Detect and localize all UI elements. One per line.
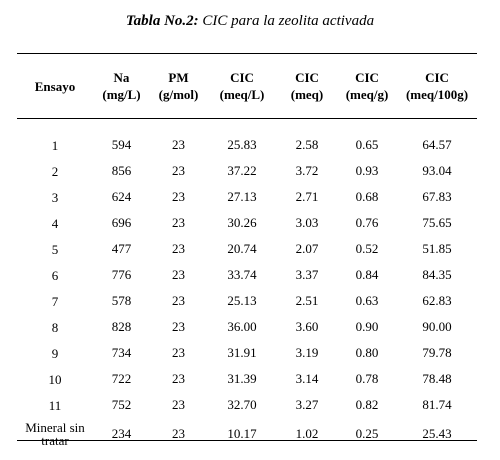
table-cell: 7 — [51, 293, 59, 309]
table-cell: 624 — [111, 189, 132, 204]
table-cell: 23 — [172, 189, 185, 204]
column-header-ensayo: Ensayo — [34, 78, 76, 94]
table-cell: 0.84 — [355, 267, 379, 282]
table-cell: 37.22 — [227, 163, 257, 178]
table-cell: 4 — [51, 215, 59, 231]
table-cell: 2.71 — [295, 189, 319, 204]
table-cell: 33.74 — [227, 267, 257, 282]
table-cell: 23 — [172, 345, 185, 360]
table-cell: 62.83 — [422, 293, 452, 308]
table-row — [17, 184, 477, 210]
table-cell: 1.02 — [295, 426, 319, 441]
table-cell: 1 — [51, 137, 59, 153]
table-row — [17, 118, 477, 158]
table-cell: 776 — [111, 267, 132, 282]
table-cell: 25.13 — [227, 293, 257, 308]
table-header-row — [17, 54, 477, 118]
cic-table — [17, 54, 477, 450]
table-cell: 828 — [111, 319, 132, 334]
table-cell: 0.78 — [355, 371, 379, 386]
table-cell: 23 — [172, 163, 185, 178]
table-cell: 23 — [172, 371, 185, 386]
table-cell: 23 — [172, 137, 185, 152]
table-cell: 23 — [172, 267, 185, 282]
table-cell: 0.25 — [355, 426, 379, 441]
table-cell: 23 — [172, 397, 185, 412]
table-cell: 752 — [111, 397, 132, 412]
table-cell: 2.07 — [295, 241, 319, 256]
table-cell: 9 — [51, 345, 59, 361]
table-body — [17, 118, 477, 450]
table-cell: 31.91 — [227, 345, 257, 360]
table-row — [17, 366, 477, 392]
table-cell: 2 — [51, 163, 59, 179]
table-cell: 594 — [111, 137, 132, 152]
table-cell: 0.65 — [355, 137, 379, 152]
table-cell: 2.51 — [295, 293, 319, 308]
column-header-na: Na (mg/L) — [102, 70, 141, 102]
table-cell: 5 — [51, 241, 59, 257]
table-cell: 64.57 — [422, 137, 452, 152]
table-cell: 722 — [111, 371, 132, 386]
table-row — [17, 392, 477, 418]
table-cell: 8 — [51, 319, 59, 335]
table-cell: 25.43 — [422, 426, 452, 441]
table-row — [17, 236, 477, 262]
column-header-cic-meq: CIC (meq) — [290, 70, 324, 102]
table-cell: 3.27 — [295, 397, 319, 412]
table-cell: 578 — [111, 293, 132, 308]
table-cell: 27.13 — [227, 189, 257, 204]
table-cell: 25.83 — [227, 137, 257, 152]
table-cell: 3.72 — [295, 163, 319, 178]
table-cell: 93.04 — [422, 163, 452, 178]
table-cell: 2.58 — [295, 137, 319, 152]
table-cell: 23 — [172, 241, 185, 256]
table-cell: 23 — [172, 319, 185, 334]
table-cell: 234 — [111, 426, 132, 441]
table-cell: 10 — [48, 371, 62, 387]
table-cell: 20.74 — [227, 241, 257, 256]
table-cell: 734 — [111, 345, 132, 360]
table-cell: Mineral sin tratar — [25, 420, 85, 448]
table-cell: 856 — [111, 163, 132, 178]
table-cell: 90.00 — [422, 319, 452, 334]
table-cell: 11 — [48, 397, 62, 413]
table-cell: 78.48 — [422, 371, 452, 386]
table-caption-title: CIC para la zeolita activada — [202, 13, 375, 29]
table-cell: 0.68 — [355, 189, 379, 204]
table-cell: 84.35 — [422, 267, 452, 282]
column-header-pm: PM (g/mol) — [158, 70, 199, 102]
table-cell: 81.74 — [422, 397, 452, 412]
table-cell: 0.90 — [355, 319, 379, 334]
column-header-cic-meq-l: CIC (meq/L) — [219, 70, 265, 102]
table-cell: 75.65 — [422, 215, 452, 230]
table-cell: 3 — [51, 189, 59, 205]
table-cell: 477 — [111, 241, 132, 256]
table-cell: 23 — [172, 293, 185, 308]
table-cell: 3.37 — [295, 267, 319, 282]
table-cell: 79.78 — [422, 345, 452, 360]
table-caption — [0, 13, 500, 30]
table-cell: 36.00 — [227, 319, 257, 334]
table-cell: 3.14 — [295, 371, 319, 386]
table-cell: 3.60 — [295, 319, 319, 334]
table-cell: 10.17 — [227, 426, 257, 441]
table-cell: 51.85 — [422, 241, 452, 256]
table-cell: 0.93 — [355, 163, 379, 178]
table-row — [17, 262, 477, 288]
table-row — [17, 340, 477, 366]
table-cell: 0.82 — [355, 397, 379, 412]
table-cell: 23 — [172, 215, 185, 230]
table-cell: 0.63 — [355, 293, 379, 308]
table-cell: 6 — [51, 267, 59, 283]
column-header-cic-meq-100g: CIC (meq/100g) — [405, 70, 469, 102]
table-cell: 3.19 — [295, 345, 319, 360]
table-cell: 67.83 — [422, 189, 452, 204]
column-header-cic-meq-g: CIC (meq/g) — [345, 70, 389, 102]
table-cell: 0.76 — [355, 215, 379, 230]
table-cell: 30.26 — [227, 215, 257, 230]
table-cell: 23 — [172, 426, 185, 441]
table-row — [17, 158, 477, 184]
table-caption-label: Tabla No.2: — [125, 13, 199, 29]
table-cell: 0.52 — [355, 241, 379, 256]
table-cell: 3.03 — [295, 215, 319, 230]
table-row — [17, 314, 477, 340]
table-cell: 31.39 — [227, 371, 257, 386]
table-cell: 0.80 — [355, 345, 379, 360]
table-row — [17, 210, 477, 236]
table-row — [17, 418, 477, 450]
table-row — [17, 288, 477, 314]
table-cell: 696 — [111, 215, 132, 230]
table-cell: 32.70 — [227, 397, 257, 412]
